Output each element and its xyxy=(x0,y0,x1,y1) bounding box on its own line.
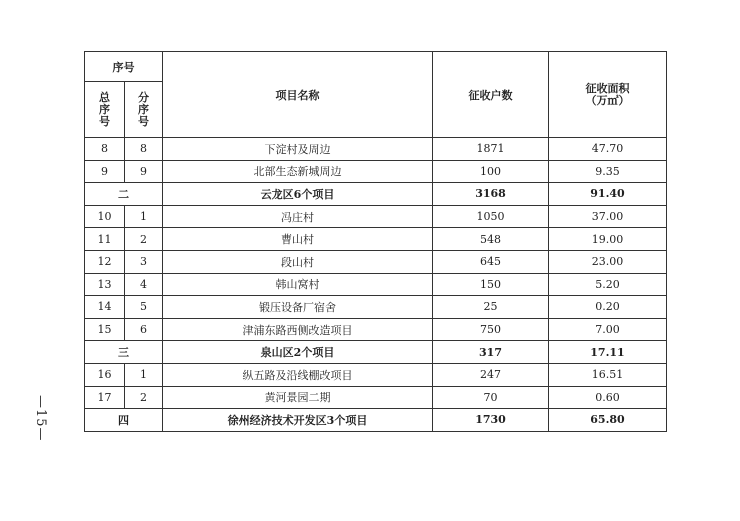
table-row xyxy=(85,296,667,319)
households-cell: 100 xyxy=(433,160,549,183)
project-name-cell: 北部生态新城周边 xyxy=(163,160,433,183)
sub-seq-cell: 3 xyxy=(125,250,163,273)
sub-seq-cell: 1 xyxy=(125,205,163,228)
area-cell: 23.00 xyxy=(549,250,667,273)
project-name-cell: 黄河景园二期 xyxy=(163,386,433,409)
area-cell: 17.11 xyxy=(549,341,667,364)
header-area-label: 征收面积 xyxy=(585,81,630,95)
group-row xyxy=(85,409,667,432)
sub-seq-cell: 9 xyxy=(125,160,163,183)
table-row xyxy=(85,273,667,296)
households-cell: 317 xyxy=(433,341,549,364)
sub-seq-cell: 2 xyxy=(125,228,163,251)
project-name-cell: 韩山窝村 xyxy=(163,273,433,296)
total-seq-cell: 15 xyxy=(85,318,125,341)
table-row xyxy=(85,250,667,273)
table-body xyxy=(85,138,667,432)
project-name-cell: 纵五路及沿线棚改项目 xyxy=(163,363,433,386)
area-cell: 0.60 xyxy=(549,386,667,409)
header-total-seq: 总序号 xyxy=(85,82,125,138)
group-seq-cell: 三 xyxy=(85,341,163,364)
header-area xyxy=(549,52,667,138)
sub-seq-cell: 5 xyxy=(125,296,163,319)
total-seq-cell: 12 xyxy=(85,250,125,273)
project-name-cell: 云龙区6个项目 xyxy=(163,183,433,206)
area-cell: 7.00 xyxy=(549,318,667,341)
header-seq: 序号 xyxy=(85,52,163,82)
area-cell: 9.35 xyxy=(549,160,667,183)
table-row xyxy=(85,318,667,341)
total-seq-cell: 11 xyxy=(85,228,125,251)
area-cell: 16.51 xyxy=(549,363,667,386)
project-name-cell: 下淀村及周边 xyxy=(163,138,433,161)
households-cell: 1730 xyxy=(433,409,549,432)
sub-seq-cell: 1 xyxy=(125,363,163,386)
group-row xyxy=(85,183,667,206)
sub-seq-cell: 2 xyxy=(125,386,163,409)
households-cell: 70 xyxy=(433,386,549,409)
households-cell: 247 xyxy=(433,363,549,386)
households-cell: 1871 xyxy=(433,138,549,161)
sub-seq-cell: 6 xyxy=(125,318,163,341)
table-row xyxy=(85,160,667,183)
table-row xyxy=(85,363,667,386)
project-name-cell: 段山村 xyxy=(163,250,433,273)
households-cell: 548 xyxy=(433,228,549,251)
table-row xyxy=(85,138,667,161)
expropriation-table xyxy=(84,51,667,432)
group-seq-cell: 四 xyxy=(85,409,163,432)
area-cell: 65.80 xyxy=(549,409,667,432)
sub-seq-cell: 4 xyxy=(125,273,163,296)
table-row xyxy=(85,386,667,409)
area-cell: 91.40 xyxy=(549,183,667,206)
table-row xyxy=(85,228,667,251)
header-project-name: 项目名称 xyxy=(163,52,433,138)
total-seq-cell: 9 xyxy=(85,160,125,183)
households-cell: 25 xyxy=(433,296,549,319)
sub-seq-cell: 8 xyxy=(125,138,163,161)
project-name-cell: 冯庄村 xyxy=(163,205,433,228)
households-cell: 750 xyxy=(433,318,549,341)
header-sub-seq: 分序号 xyxy=(125,82,163,138)
page-number: —15— xyxy=(33,395,48,442)
area-cell: 0.20 xyxy=(549,296,667,319)
households-cell: 645 xyxy=(433,250,549,273)
area-cell: 47.70 xyxy=(549,138,667,161)
area-cell: 19.00 xyxy=(549,228,667,251)
total-seq-cell: 14 xyxy=(85,296,125,319)
project-name-cell: 锻压设备厂宿舍 xyxy=(163,296,433,319)
total-seq-cell: 8 xyxy=(85,138,125,161)
households-cell: 150 xyxy=(433,273,549,296)
area-cell: 37.00 xyxy=(549,205,667,228)
households-cell: 1050 xyxy=(433,205,549,228)
total-seq-cell: 10 xyxy=(85,205,125,228)
table-row xyxy=(85,205,667,228)
area-cell: 5.20 xyxy=(549,273,667,296)
project-name-cell: 徐州经济技术开发区3个项目 xyxy=(163,409,433,432)
households-cell: 3168 xyxy=(433,183,549,206)
total-seq-cell: 16 xyxy=(85,363,125,386)
header-households: 征收户数 xyxy=(433,52,549,138)
total-seq-cell: 13 xyxy=(85,273,125,296)
total-seq-cell: 17 xyxy=(85,386,125,409)
project-name-cell: 津浦东路西侧改造项目 xyxy=(163,318,433,341)
project-name-cell: 曹山村 xyxy=(163,228,433,251)
group-row xyxy=(85,341,667,364)
group-seq-cell: 二 xyxy=(85,183,163,206)
header-area-unit: （万㎡） xyxy=(585,93,630,107)
project-name-cell: 泉山区2个项目 xyxy=(163,341,433,364)
